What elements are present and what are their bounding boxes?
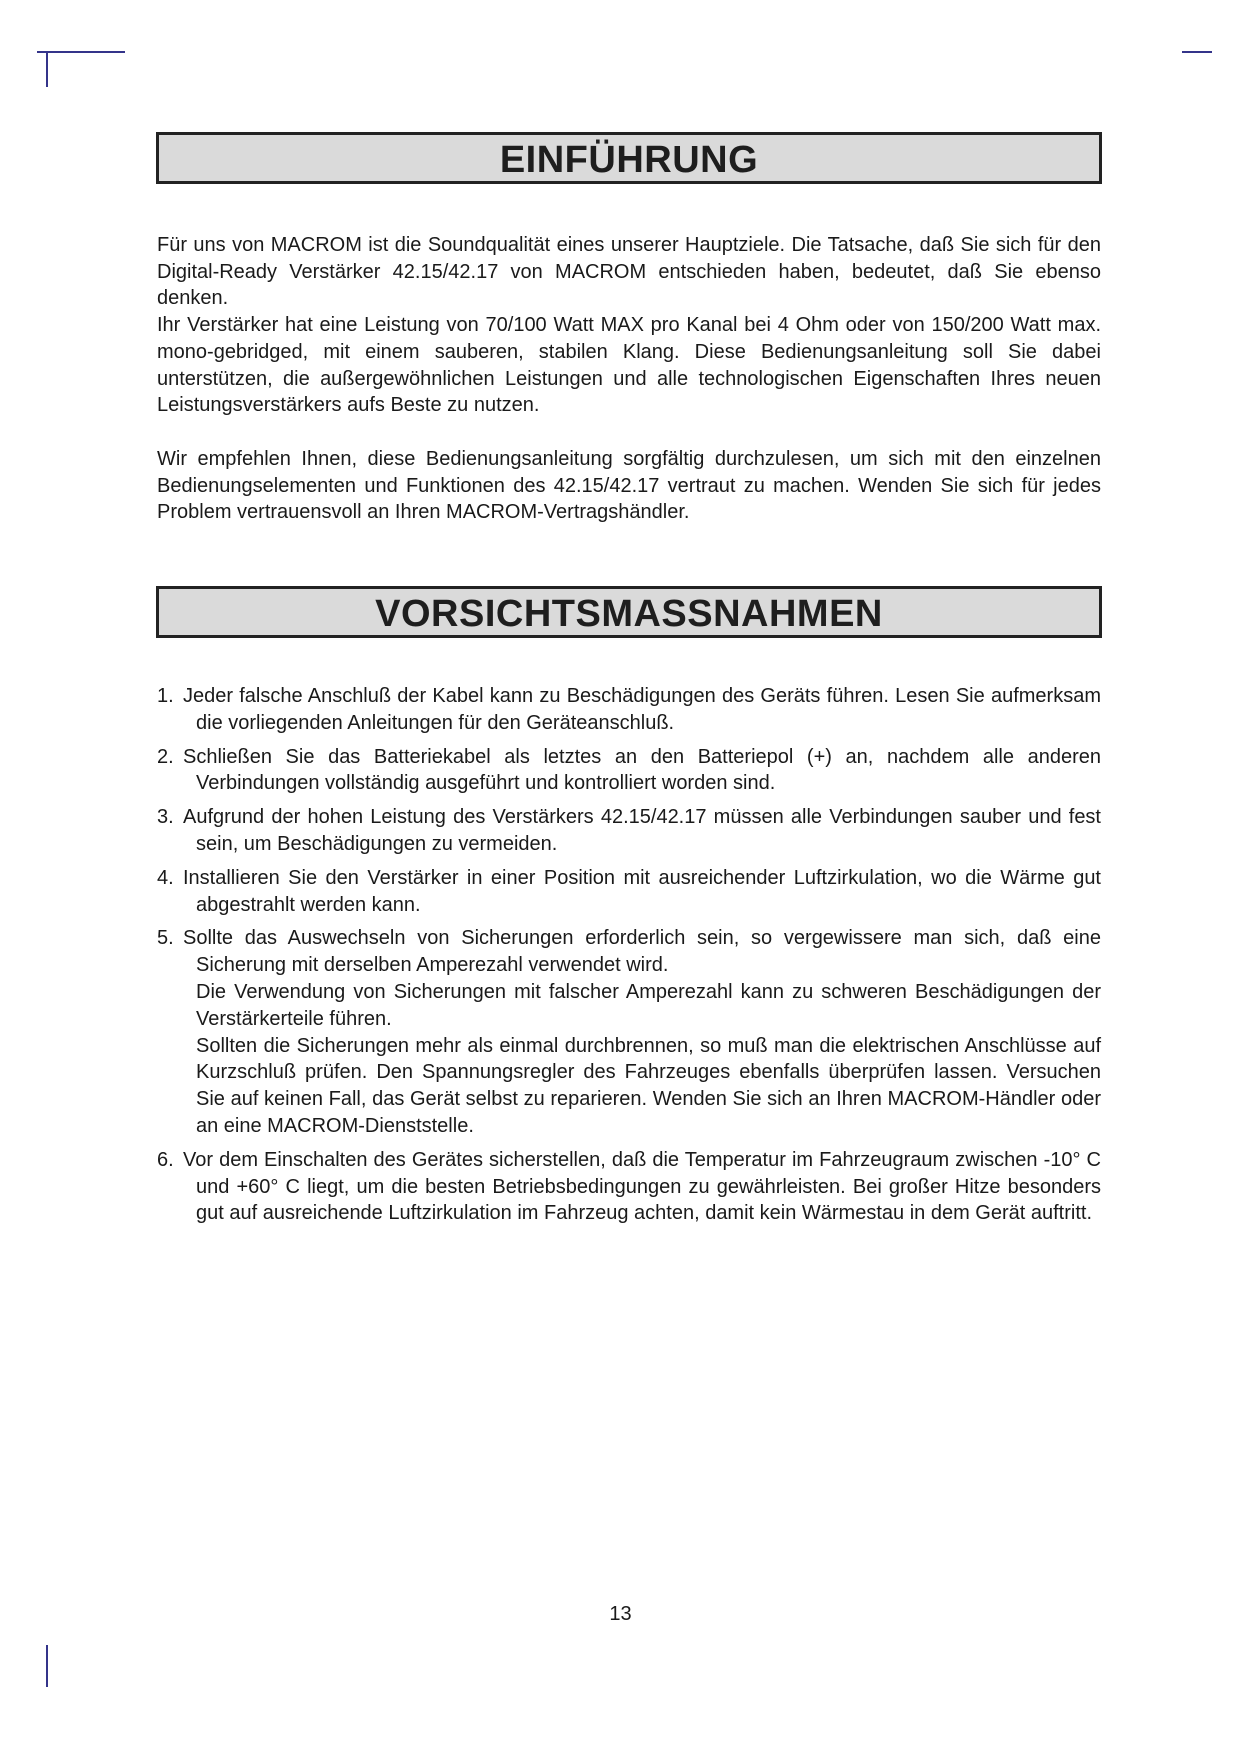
safety-item-text: Aufgrund der hohen Leistung des Verstärkers 42.15/42.17 müssen alle Verbindungen sauber und fest sein, um Beschädigungen zu vermeiden. [183, 806, 1101, 855]
crop-mark-top-right [1182, 51, 1212, 53]
crop-mark-top-left-horizontal [37, 51, 125, 53]
crop-mark-top-left-vertical [46, 51, 48, 87]
safety-item-text: Installieren Sie den Verstärker in einer Position mit ausreichender Luftzirkulation, wo die Wärme gut abgestrahlt werden kann. [183, 866, 1101, 916]
safety-item-number: 1. [157, 685, 174, 707]
safety-heading-box [156, 586, 1102, 638]
safety-item-text: Vor dem Einschalten des Gerätes sicherstellen, daß die Temperatur im Fahrzeugraum zwischen -10° C und +60° C liegt, um die besten Betriebsbedingungen zu gewährleisten. Bei großer Hitze besonders gut auf ausreichende Luftzirkulation im Fahrzeug achten, damit kein Wärmestau in dem Gerät auftritt. [183, 1148, 1101, 1225]
safety-item-5-text-2: Die Verwendung von Sicherungen mit falscher Amperezahl kann zu schweren Beschädigungen der Verstärkerteile führen. [196, 980, 1101, 1030]
safety-item-number: 5. [157, 927, 174, 950]
safety-item-5 [157, 925, 1101, 1139]
page-number: 13 [609, 1603, 632, 1625]
crop-mark-bottom-left [46, 1645, 48, 1687]
safety-item-6 [157, 1147, 1101, 1227]
safety-item-text: Schließen Sie das Batteriekabel als letztes an den Batteriepol (+) an, nachdem alle anderen Verbindungen vollständig ausgeführt und kontrolliert worden sind. [183, 745, 1101, 795]
intro-paragraph-2: Wir empfehlen Ihnen, diese Bedienungsanleitung sorgfältig durchzulesen, um sich mit den einzelnen Bedienungselementen und Funktionen des 42.15/42.17 vertraut zu machen. Wenden Sie sich für jedes Problem vertrauensvoll an Ihren MACROM-Vertragshändler. [157, 448, 1101, 524]
safety-list [157, 683, 1101, 1234]
safety-item-4 [157, 865, 1101, 919]
safety-item-5-text-3: Sollten die Sicherungen mehr als einmal durchbrennen, so muß man die elektrischen Anschlüsse auf Kurzschluß prüfen. Den Spannungsregler des Fahrzeuges ebenfalls überprüfen lassen. Versuchen Sie auf keinen Fall, das Gerät selbst zu reparieren. Wenden Sie sich an Ihren MACROM-Händler oder an eine MACROM-Dienststelle. [196, 1034, 1101, 1137]
safety-item-number: 6. [157, 1148, 174, 1171]
safety-item-1 [157, 683, 1101, 737]
safety-item-text: Jeder falsche Anschluß der Kabel kann zu Beschädigungen des Geräts führen. Lesen Sie aufmerksam die vorliegenden Anleitungen für den Geräteanschluß. [183, 685, 1101, 734]
intro-paragraph-1b: Ihr Verstärker hat eine Leistung von 70/100 Watt MAX pro Kanal bei 4 Ohm oder von 150/200 Watt max. mono-gebridged, mit einem sauberen, stabilen Klang. Diese Bedienungsanleitung soll Sie dabei unterstützen, die außergewöhnlichen Leistungen und alle technologischen Eigenschaften Ihres neuen Leistungsverstärkers aufs Beste zu nutzen. [157, 314, 1101, 417]
safety-item-number: 2. [157, 745, 174, 768]
safety-heading: VORSICHTSMASSNAHMEN [375, 593, 883, 635]
intro-heading-box [156, 132, 1102, 184]
intro-paragraph-1a: Für uns von MACROM ist die Soundqualität eines unserer Hauptziele. Die Tatsache, daß Sie sich für den Digital-Ready Verstärker 42.15/42.17 von MACROM entschieden haben, bedeutet, daß Sie ebenso denken. [157, 234, 1101, 310]
safety-item-number: 4. [157, 866, 174, 889]
safety-item-3 [157, 804, 1101, 858]
safety-item-2 [157, 744, 1101, 798]
intro-heading: EINFÜHRUNG [499, 139, 759, 181]
safety-item-number: 3. [157, 806, 174, 829]
intro-paragraph-1 [157, 232, 1101, 419]
safety-item-text: Sollte das Auswechseln von Sicherungen erforderlich sein, so vergewissere man sich, daß eine Sicherung mit derselben Amperezahl verwendet wird. [183, 927, 1101, 977]
